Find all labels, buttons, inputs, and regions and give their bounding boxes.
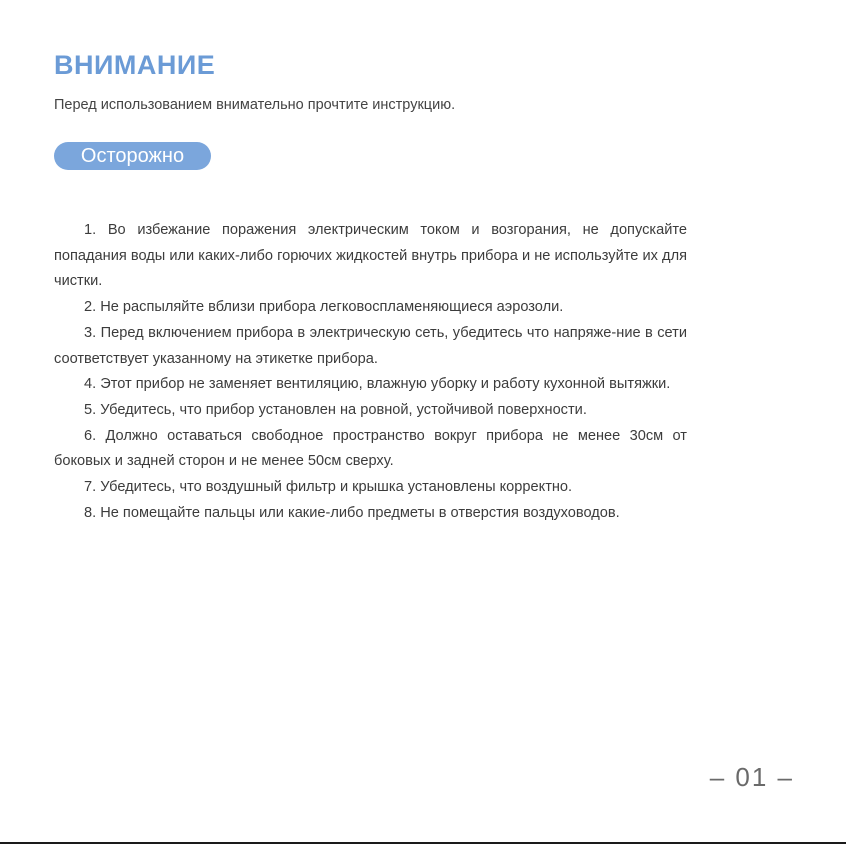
rule-item: 6. Должно оставаться свободное пространство вокруг прибора не менее 30см от боковых и задней сторон и не менее 50см сверху.	[54, 427, 687, 470]
rule-item: 8. Не помещайте пальцы или какие-либо предметы в отверстия воздуховодов.	[84, 504, 620, 521]
bottom-divider	[0, 842, 846, 844]
caution-badge: Осторожно	[54, 142, 211, 170]
page-title: ВНИМАНИЕ	[54, 50, 216, 80]
page-number: – 01 –	[709, 762, 794, 792]
page-subtitle: Перед использованием внимательно прочтите инструкцию.	[54, 97, 456, 113]
rule-item: 2. Не распыляйте вблизи прибора легковоспламеняющиеся аэрозоли.	[84, 299, 564, 316]
rules-list	[54, 218, 687, 526]
rule-item: 7. Убедитесь, что воздушный фильтр и крышка установлены корректно.	[84, 479, 573, 496]
rule-item: 5. Убедитесь, что прибор установлен на ровной, устойчивой поверхности.	[84, 401, 587, 418]
rule-item: 4. Этот прибор не заменяет вентиляцию, влажную уборку и работу кухонной вытяжки.	[84, 376, 671, 393]
rule-item: 3. Перед включением прибора в электрическую сеть, убедитесь что напряже-ние в сети соответствует указанному на этикетке прибора.	[54, 324, 687, 367]
rule-item: 1. Во избежание поражения электрическим током и возгорания, не допускайте попадания воды или каких-либо горючих жидкостей внутрь прибора и не используйте их для чистки.	[54, 222, 687, 290]
